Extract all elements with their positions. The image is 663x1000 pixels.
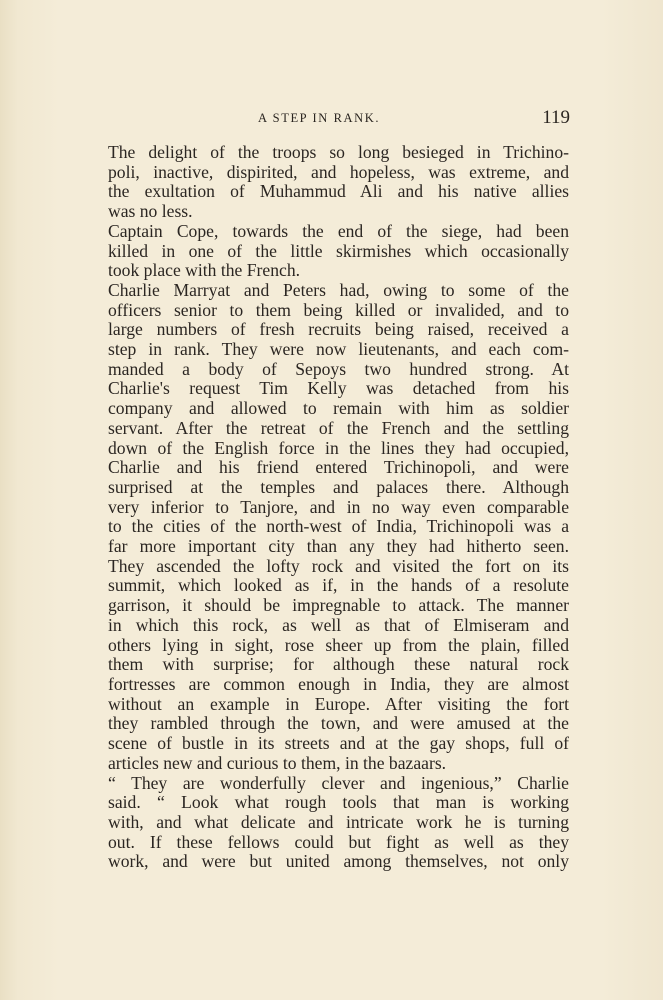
text-line: to the cities of the north-west of India, Trichinopoli was a xyxy=(108,516,569,537)
page-number: 119 xyxy=(542,107,570,128)
paragraph xyxy=(108,222,569,281)
text-line: Charlie and his friend entered Trichinopoli, and were xyxy=(108,457,569,478)
text-line: took place with the French. xyxy=(108,260,301,281)
text-line: in which this rock, as well as that of Elmiseram and xyxy=(108,614,569,635)
text-line: scene of bustle in its streets and at the gay shops, full of xyxy=(108,733,569,754)
text-line: servant. After the retreat of the French and the settling xyxy=(108,417,569,438)
page-header xyxy=(110,108,570,132)
body-text xyxy=(108,143,569,872)
text-line: surprised at the temples and palaces there. Although xyxy=(108,476,569,497)
text-line: very inferior to Tanjore, and in no way even comparable xyxy=(108,496,569,517)
text-line: company and allowed to remain with him as soldier xyxy=(108,398,569,419)
text-line: “ They are wonderfully clever and ingenious,” Charlie xyxy=(108,772,569,793)
text-line: with, and what delicate and intricate work he is turning xyxy=(108,811,569,832)
text-line: summit, which looked as if, in the hands of a resolute xyxy=(108,575,569,596)
text-line: The delight of the troops so long besieged in Trichino- xyxy=(108,142,569,162)
text-line: articles new and curious to them, in the bazaars. xyxy=(108,752,447,773)
text-line: Captain Cope, towards the end of the siege, had been xyxy=(108,220,569,241)
text-line: said. “ Look what rough tools that man is working xyxy=(108,792,569,813)
text-line: they rambled through the town, and were amused at the xyxy=(108,713,569,734)
text-line: They ascended the lofty rock and visited the fort on its xyxy=(108,555,569,576)
text-line: Charlie Marryat and Peters had, owing to some of the xyxy=(108,279,569,300)
text-line: was no less. xyxy=(108,201,193,222)
text-line: large numbers of fresh recruits being raised, received a xyxy=(108,319,569,340)
paragraph xyxy=(108,143,569,222)
text-line: without an example in Europe. After visiting the fort xyxy=(108,693,569,714)
paragraph xyxy=(108,281,569,774)
text-line: far more important city than any they had hitherto seen. xyxy=(108,536,569,557)
text-line: the exultation of Muhammud Ali and his native allies xyxy=(108,181,569,202)
text-line: them with surprise; for although these natural rock xyxy=(108,654,569,675)
text-line: Charlie's request Tim Kelly was detached from his xyxy=(108,378,569,399)
text-line: garrison, it should be impregnable to attack. The manner xyxy=(108,595,569,616)
text-line: killed in one of the little skirmishes which occasionally xyxy=(108,240,569,261)
text-line: poli, inactive, dispirited, and hopeless, was extreme, and xyxy=(108,161,569,182)
text-line: others lying in sight, rose sheer up from the plain, filled xyxy=(108,634,569,655)
text-line: work, and were but united among themselves, not only xyxy=(108,851,569,872)
paragraph xyxy=(108,774,569,873)
text-line: fortresses are common enough in India, they are almost xyxy=(108,673,569,694)
text-line: down of the English force in the lines they had occupied, xyxy=(108,437,569,458)
text-line: step in rank. They were now lieutenants, and each com- xyxy=(108,339,569,360)
text-line: officers senior to them being killed or invalided, and to xyxy=(108,299,569,320)
running-title: A STEP IN RANK. xyxy=(258,111,381,125)
text-line: manded a body of Sepoys two hundred strong. At xyxy=(108,358,569,379)
text-line: out. If these fellows could but fight as well as they xyxy=(108,831,569,852)
